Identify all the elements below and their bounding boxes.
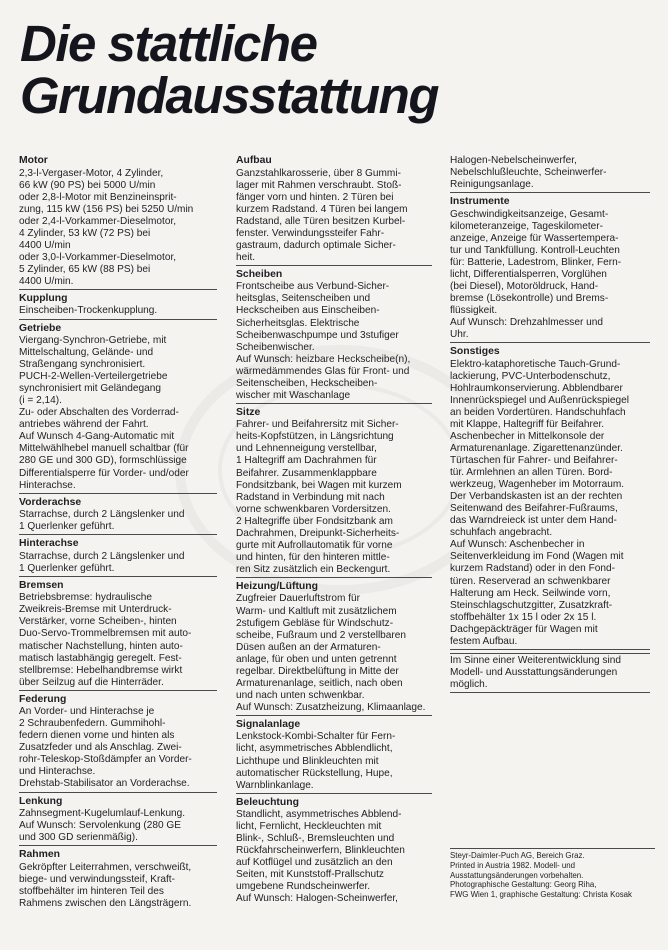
section-heading: Signalanlage — [236, 718, 301, 730]
section-body: Gekröpfter Leiterrahmen, verschweißt, biege- und verwindungssteif, Kraft- stoffbehälter im hinteren Teil des Rahmens zwischen den Längsträgern. — [19, 861, 192, 909]
section-body: Viergang-Synchron-Getriebe, mit Mittelschaltung, Gelände- und Straßengang synchronisiert. PUCH-2-Wellen-Verteilergetriebe synchronisiert mit Geländegang (i = 2,14). Zu- oder Abschalten des Vorderrad- antriebes während der Fahrt. Auf Wunsch 4-Gang-Automatic mit Mittelwählhebel manuell schaltbar (für 280 GE und 300 GD), formschlüssige Differentialsperre für Vorder- und/oder Hinterachse. — [19, 335, 189, 491]
section-body: Geschwindigkeitsanzeige, Gesamt- kilometeranzeige, Tageskilometer- anzeige, Anzeige für Wassertempera- tur und Tankfüllung. Kontroll-Leuchten für: Batterie, Ladestrom, Blinker, Fern- licht, Differentialsperren, Vorglühen (bei Diesel), Motoröldruck, Hand- bremse (Lösekontrolle) und Brems- flüssigkeit. Auf Wunsch: Drehzahlmesser und Uhr. — [450, 208, 622, 341]
section-heading: Heizung/Lüftung — [236, 580, 318, 592]
section-body: Im Sinne einer Weiterentwicklung sind Modell- und Ausstattungsänderungen möglich. — [450, 654, 621, 690]
section-body: Fahrer- und Beifahrersitz mit Sicher- heits-Kopfstützen, in Längsrichtung und Lehnenneigung verstellbar, 1 Haltegriff am Dachrahmen für Beifahrer. Zusammenklappbare Fondsitzbank, bei Wagen mit kurzem Radstand in Verbindung mit nach vorne schwenkbaren Vordersitzen. 2 Haltegriffe über Fondsitzbank am Dachrahmen, Dreipunkt-Sicherheits- gurte mit Aufrollautomatik für vorne und hinten, für den hinteren mittle- ren Sitz zusätzlich ein Beckengurt. — [236, 419, 402, 575]
section-motor — [19, 155, 217, 290]
imprint: Steyr-Daimler-Puch AG, Bereich Graz. Printed in Austria 1982. Modell- und Ausstattungsänderungen vorbehalten. Photographische Gestaltung: Georg Riha, FWG Wien 1, graphische Gestaltung: Christa Kosak — [450, 848, 655, 900]
section-heading: Lenkung — [19, 795, 63, 807]
section-body: Lenkstock-Kombi-Schalter für Fern- licht, asymmetrisches Abblendlicht, Lichthupe und Blinkleuchten mit automatischer Rückstellung, Hupe, Warnblinkanlage. — [236, 731, 396, 791]
section-body: Zugfreier Dauerluftstrom für Warm- und Kaltluft mit zusätzlichem 2stufigem Gebläse für Windschutz- scheibe, Fußraum und 2 verstellbaren Düsen außen an der Armaturen- anlage, für oben und unten getrennt regelbar. Direktbelüftung in Mitte der Armaturenanlage, seitlich, nach oben und nach unten schwenkbar. Auf Wunsch: Zusatzheizung, Klimaanlage. — [236, 593, 426, 713]
section-body: Ganzstahlkarosserie, über 8 Gummi- lager mit Rahmen verschraubt. Stoß- fänger vorn und hinten. 2 Türen bei kurzem Radstand. 4 Türen bei langem Radstand, alle Türen besitzen Kurbel- fenster. Verwindungssteifer Fahr- gastraum, dadurch optimale Sicher- heit. — [236, 167, 408, 263]
section-heading: Sitze — [236, 406, 261, 418]
title-line-1: Die stattliche — [20, 15, 317, 72]
section-body: 2,3-l-Vergaser-Motor, 4 Zylinder, 66 kW (90 PS) bei 5000 U/min oder 2,8-l-Motor mit Benzineinsprit- zung, 115 kW (156 PS) bei 5250 U/min oder 2,4-l-Vorkammer-Dieselmotor, 4 Zylinder, 53 kW (72 PS) bei 4400 U/min oder 3,0-l-Vorkammer-Dieselmotor, 5 Zylinder, 65 kW (88 PS) bei 4400 U/min. — [19, 167, 194, 287]
section-federung — [19, 694, 217, 793]
section-aufbau — [236, 155, 432, 266]
section-instrumente — [450, 196, 650, 343]
column-2 — [236, 155, 432, 910]
section-heading: Motor — [19, 155, 48, 166]
section-hinterachse — [19, 538, 217, 577]
column-3 — [450, 155, 650, 696]
section-beleuchtung — [236, 797, 432, 907]
section-body: Betriebsbremse: hydraulische Zweikreis-Bremse mit Unterdruck- Verstärker, vorne Scheiben-, hinten Duo-Servo-Trommelbremsen mit auto- matischer Nachstellung, hinten auto- matisch lastabhängig geregelt. Fest- stellbremse: Hebelhandbremse wirkt über Seilzug auf die Hinterräder. — [19, 592, 192, 688]
section-heading: Scheiben — [236, 268, 283, 280]
section-vorderachse — [19, 497, 217, 536]
section-body: Frontscheibe aus Verbund-Sicher- heitsglas, Seitenscheiben und Heckscheiben aus Einscheiben- Sicherheitsglas. Elektrische Scheibenwaschpumpe und 3stufiger Scheibenwischer. Auf Wunsch: heizbare Heckscheibe(n), wärmedämmendes Glas für Front- und Seitenscheiben, Heckscheiben- wischer mit Waschanlage — [236, 281, 411, 401]
section-lenkung — [19, 796, 217, 847]
section-heading: Hinterachse — [19, 538, 79, 550]
section-body: An Vorder- und Hinterachse je 2 Schraubenfedern. Gummihohl- federn dienen vorne und hinten als Zusatzfeder und als Anschlag. Zwei- rohr-Teleskop-Stoßdämpfer an Vorder- und Hinterachse. Drehstab-Stabilisator an Vorderachse. — [19, 706, 192, 790]
section-sonstiges — [450, 346, 650, 650]
page-title — [20, 15, 650, 124]
section-note — [450, 653, 650, 693]
section-heading: Federung — [19, 693, 67, 705]
section-sitze — [236, 407, 432, 578]
section-heading: Getriebe — [19, 322, 62, 334]
section-rahmen — [19, 849, 217, 911]
section-body: Elektro-kataphoretische Tauch-Grund- lackierung, PVC-Unterbodenschutz, Hohlraumkonservierung. Abblendbarer Innenrückspiegel und Außenrückspiegel an beiden Vordertüren. Handschuhfach mit Klappe, Haltegriff für Beifahrer. Aschenbecher in Mittelkonsole der Armaturenanlage. Zigarettenanzünder. Türtaschen für Fahrer- und Beifahrer- tür. Armlehnen an allen Türen. Bord- werkzeug, Wagenheber im Motorraum. Der Verbandskasten ist an der rechten Seitenwand des Beifahrer-Fußraums, das Warndreieck ist unter dem Hand- schuhfach angebracht. Auf Wunsch: Aschenbecher in Seitenverkleidung im Fond (Wagen mit kurzem Radstand) oder in den Fond- türen. Reserverad an schwenkbarer Halterung am Heck. Seilwinde vorn, Steinschlagschutzgitter, Zusatzkraft- stoffbehälter 1x 15 l oder 2x 15 l. Dachgepäckträger für Wagen mit festem Aufbau. — [450, 358, 630, 647]
section-body: Einscheiben-Trockenkupplung. — [19, 305, 158, 317]
section-body: Standlicht, asymmetrisches Abblend- licht, Fernlicht, Heckleuchten mit Blink-, Schluß-, Bremsleuchten und Rückfahrscheinwerfern, Blinkleuchten auf Kotflügel und zusätzlich an den Seiten, mit Kunststoff-Prallschutz umgebene Rundscheinwerfer. Auf Wunsch: Halogen-Scheinwerfer, — [236, 809, 405, 905]
section-heading: Aufbau — [236, 155, 272, 166]
section-heading: Kupplung — [19, 292, 68, 304]
section-heading: Vorderachse — [19, 496, 82, 508]
section-body: Starrachse, durch 2 Längslenker und 1 Querlenker geführt. — [19, 550, 185, 574]
section-body: Starrachse, durch 2 Längslenker und 1 Querlenker geführt. — [19, 509, 185, 533]
column-1 — [19, 155, 217, 914]
section-heading: Bremsen — [19, 579, 64, 591]
section-heizung-lueftung — [236, 581, 432, 716]
section-getriebe — [19, 323, 217, 494]
section-heading: Sonstiges — [450, 346, 500, 358]
section-body: Zahnsegment-Kugelumlauf-Lenkung. Auf Wunsch: Servolenkung (280 GE und 300 GD serienmäßig). — [19, 808, 186, 844]
section-scheiben — [236, 269, 432, 404]
section-beleuchtung-continued — [450, 155, 650, 193]
section-heading: Beleuchtung — [236, 796, 299, 808]
title-line-2: Grundausstattung — [20, 67, 438, 124]
section-heading: Rahmen — [19, 849, 60, 861]
section-body: Halogen-Nebelscheinwerfer, Nebelschlußleuchte, Scheinwerfer- Reinigungsanlage. — [450, 155, 607, 191]
section-bremsen — [19, 580, 217, 691]
section-heading: Instrumente — [450, 196, 510, 208]
section-signalanlage — [236, 719, 432, 794]
section-kupplung — [19, 293, 217, 320]
